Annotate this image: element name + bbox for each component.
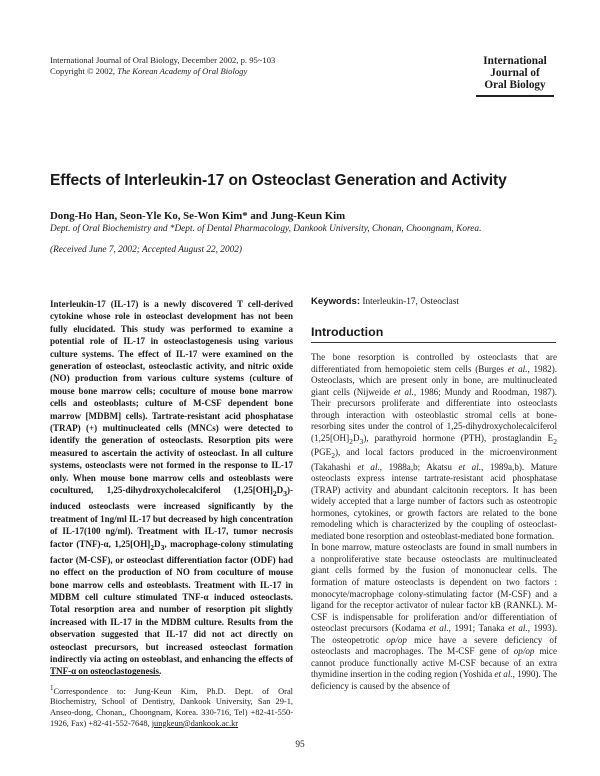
subscript: 3 (160, 542, 165, 552)
journal-citation (50, 55, 275, 77)
footnote-rule (50, 675, 160, 676)
footnote-marker: 1 (50, 684, 54, 692)
journal-box-line2: Journal of (490, 67, 540, 79)
copyright-society: The Korean Academy of Oral Biology (117, 66, 248, 76)
abstract-d: D (276, 485, 284, 496)
abstract-text (50, 298, 293, 678)
subscript: 2 (272, 488, 277, 498)
intro-paragraph-2: In bone marrow, mature osteoclasts are found in small numbers in a nonproliferative state because osteoclasts are multinucleated giant cells formed by the fusion of mononuclear cells. The formation of mature osteoclasts is dependent on two factors : monocyte/macrophage colony-stimulating factor (M-CSF) and a ligand for the receptor activator of nulear factor kB (RANKL). M-CSF is indispensable for proliferation and/or differentiation of osteoclast precursors (Kodama et al., 1991; Tanaka et al., 1993). The osteopetrotic op/op mice have a severe deficiency of osteoclasts and macrophages. The M-CSF gene of op/op mice cannot produce functionally active M-CSF because of an extra thymidine insertion in the coding region (Yoshida et al., 1990). The deficiency is caused by the absence of (311, 542, 557, 691)
journal-name-box (476, 55, 554, 97)
correspondence-footnote (50, 683, 293, 729)
article-title: Effects of Interleukin-17 on Osteoclast Generation and Activity (50, 172, 507, 189)
journal-box-line3: Oral Biology (484, 79, 546, 91)
keywords (311, 296, 556, 307)
page-number: 95 (295, 740, 305, 750)
intro-paragraph-1: The bone resorption is controlled by osteoclasts that are differentiated from hemopoietic stem cells (Burges et al., 1982). Osteoclasts, which are present only in bone, are multinucleated giant cells (Nijweide et al., 1986; Mundy and Roodman, 1987). Their precursors proliferate and differentiate into osteoclasts through interaction with osteoblastic stromal cells at bone-resorbing sites under the control of 1,25-dihydroxycholecalciferol $(1,25[OH]_2D_3)$, parathyroid hormone (PTH), prostaglandin $E_2$ $(PGE_2)$, and local factors produced in the microenvironment (Takahashi et al., 1988a,b; Akatsu et al., 1989a,b). Mature osteoclasts express intense tartrate-resistant acid phosphatase (TRAP) activity and abundant calcitonin receptors. It has been widely accepted that a large number of factors such as osteotropic hormones, cytokines, or growth factors are related to the bone remodeling which is characterized by the coupling of osteoclast-mediated bone resorption and osteoblast-mediated bone formation. (311, 352, 558, 541)
subscript: 2 (150, 542, 155, 552)
abstract-d: D (154, 538, 161, 549)
abstract-part-2: )-induced osteoclasts were increased significantly by the treatment of 1ng/ml IL-17 but decreased by high concentration of IL-17(100 ng/ml). Treatment with IL-17, tumor necrosis factor (TNF)-α, 1,25[OH] (50, 485, 293, 549)
introduction-heading: Introduction (311, 325, 556, 343)
journal-box-line1: International (483, 55, 547, 67)
received-accepted-dates: (Received June 7, 2002; Accepted August 22, 2002) (50, 245, 242, 255)
journal-citation-line: International Journal of Oral Biology, December 2002, p. 95~103 (50, 55, 276, 65)
copyright-prefix: Copyright © 2002, (50, 66, 116, 76)
abstract-part-1: Interleukin-17 (IL-17) is a newly discovered T cell-derived cytokine whose role in osteoclast development has not been fully elucidated. This study was performed to examine a potential role of IL-17 in osteoclastogenesis using various culture systems. The effect of IL-17 were examined on the generation of osteoclast, osteoclastic activity, and nitric oxide (NO) production from various culture systems (culture of mouse bone marrow cells; coculture of mouse bone marrow cells and osteoblasts; culture of M-CSF dependent bone marrow [MDBM] cells). Tartrate-resistant acid phosphatase (TRAP) (+) multinucleated cells (MNCs) were detected to identify the generation of osteoclasts. Resorption pits were measured to ascertain the activity of osteoclast. In all culture systems, osteoclasts were not formed in the response to IL-17 only. When mouse bone marrow cells and osteoblasts were cocultured, 1,25-dihydroxycholecalciferol (1,25[OH] (50, 299, 293, 496)
subscript: 3 (283, 488, 287, 498)
abstract-part-3: , macrophage-colony stimulating factor (M-CSF), or osteoclast differentiation factor (ODF) had no effect on the production of NO from coculture of mouse bone marrow cells and osteoblasts. Treatment with IL-17 in MDBM cell culture stimulated TNF-α induced osteoclasts. Total resorption area and number of resorption pit slightly increased with IL-17 in the MDBM culture. Results from the observation suggested that IL-17 did not act directly on osteoclast precursors, but increased osteoclast formation indirectly via acting on osteoblast, and enhancing the effects of TNF-α on osteoclastogenesis. (50, 538, 293, 677)
footnote-text: Correspondence to: Jung-Keun Kim, Ph.D. Dept. of Oral Biochemistry, School of Dentistry, Dankook University, San 29-1, Anseo-dong, Chonan,, Choongnam, Korea. 330-716, Tel) +82-41-550-1926, Fax) +82-41-552-7648, (50, 686, 293, 728)
keywords-label: Keywords: (311, 296, 361, 307)
correspondence-email-link[interactable]: jungkeun@dankook.ac.kr (151, 718, 239, 728)
keywords-value: Interleukin-17, Osteoclast (362, 297, 459, 307)
author-affiliation: Dept. of Oral Biochemistry and *Dept. of Dental Pharmacology, Dankook University, Chonan, Choongnam, Korea. (50, 224, 482, 234)
introduction-body (311, 352, 557, 692)
author-list: Dong-Ho Han, Seon-Yle Ko, Se-Won Kim* and Jung-Keun Kim (50, 210, 346, 222)
copyright-line (50, 66, 275, 77)
